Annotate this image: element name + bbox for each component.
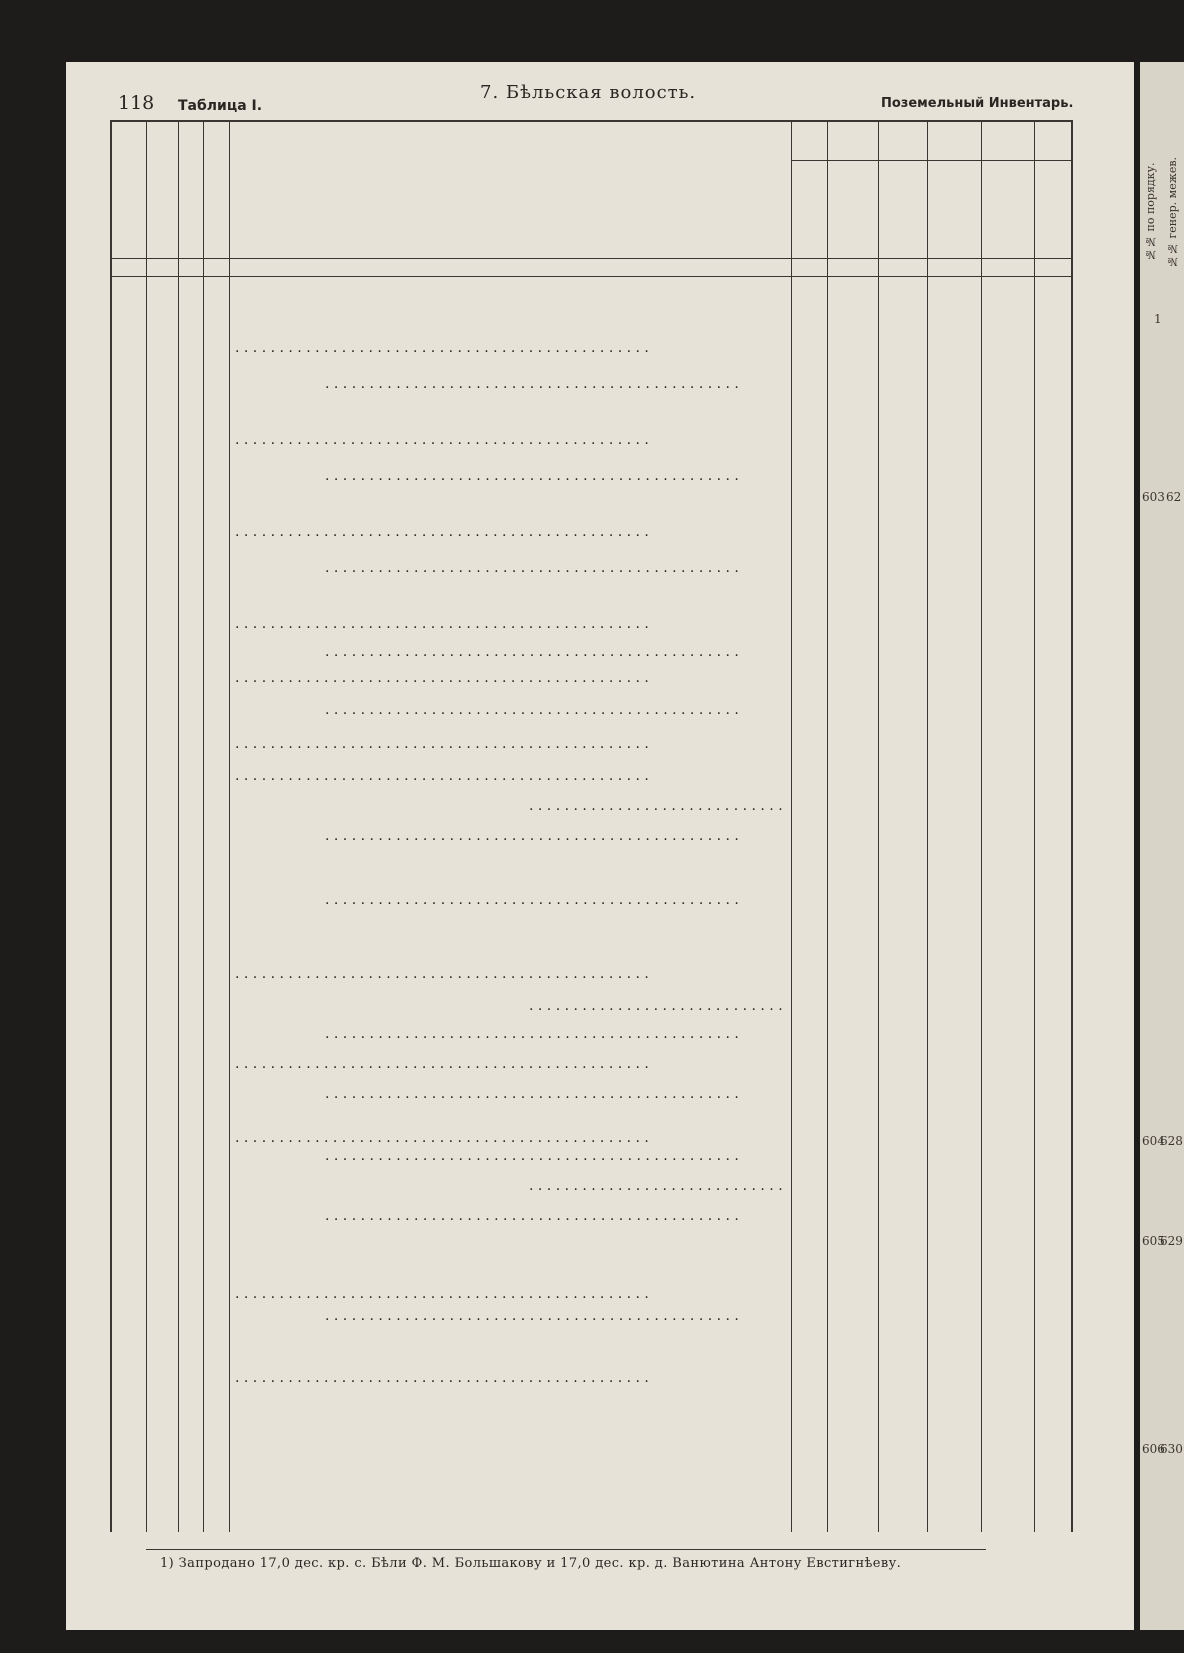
subtotal-label (529, 798, 783, 814)
next-entry-604-gen: 628 (1160, 1134, 1183, 1148)
next-entry-606: 606 (1142, 1442, 1165, 1456)
next-column-number: 1 (1154, 312, 1162, 326)
owner-description (235, 736, 785, 752)
footnote-rule (146, 1549, 986, 1550)
column-divider (1034, 120, 1035, 1532)
column-divider (203, 120, 204, 1532)
next-entry-603: 603 (1142, 490, 1165, 504)
owner-description (235, 1056, 785, 1072)
next-page-edge (1140, 62, 1184, 1630)
owner-description (235, 340, 785, 356)
next-header-order: №№ по порядку. (1144, 162, 1157, 262)
survey-data-label (325, 702, 783, 718)
survey-data-label (325, 468, 783, 484)
page-number: 118 (118, 92, 155, 114)
ledger-page (66, 62, 1134, 1630)
owner-description (235, 616, 785, 632)
column-divider (981, 120, 982, 1532)
survey-data-label (325, 1308, 783, 1324)
table-label: Таблица I. (178, 98, 263, 114)
subtotal-label (529, 1178, 783, 1194)
column-divider (229, 120, 230, 1532)
column-divider (827, 120, 828, 1532)
owner-description (235, 768, 785, 784)
survey-data-label (325, 644, 783, 660)
survey-data-label (325, 828, 783, 844)
next-header-gen: №№ генер. межев. (1166, 156, 1179, 268)
section-title: 7. Бѣльская волость. (480, 82, 697, 103)
column-divider (791, 120, 792, 1532)
survey-data-label (325, 1026, 783, 1042)
column-divider (110, 120, 112, 1532)
owner-description (235, 524, 785, 540)
next-entry-606-gen: 630 (1160, 1442, 1183, 1456)
next-entry-605-gen: 629 (1160, 1234, 1183, 1248)
survey-data-label (325, 1208, 783, 1224)
survey-data-label (325, 376, 783, 392)
next-entry-603-gen: 62 (1166, 490, 1182, 504)
group-title-rule (791, 160, 1071, 161)
subtotal-label (529, 998, 783, 1014)
column-divider (878, 120, 879, 1532)
owner-description (235, 1370, 785, 1386)
inventory-title: Поземельный Инвентарь. (881, 96, 1074, 111)
column-divider (146, 120, 147, 1532)
footnote: 1) Запродано 17,0 дес. кр. с. Бѣли Ф. М. Большакову и 17,0 дес. кр. д. Ванютина Антону Евстигнѣеву. (160, 1556, 902, 1571)
column-divider (927, 120, 928, 1532)
column-divider (178, 120, 179, 1532)
survey-data-label (325, 892, 783, 908)
column-divider (1071, 120, 1073, 1532)
owner-description (235, 432, 785, 448)
owner-description (235, 1130, 785, 1146)
survey-data-label (325, 1148, 783, 1164)
owner-description (235, 966, 785, 982)
owner-description (235, 1286, 785, 1302)
next-entry-604: 604 (1142, 1134, 1165, 1148)
survey-data-label (325, 560, 783, 576)
survey-data-label (325, 1086, 783, 1102)
owner-description (235, 670, 785, 686)
next-entry-605: 605 (1142, 1234, 1165, 1248)
